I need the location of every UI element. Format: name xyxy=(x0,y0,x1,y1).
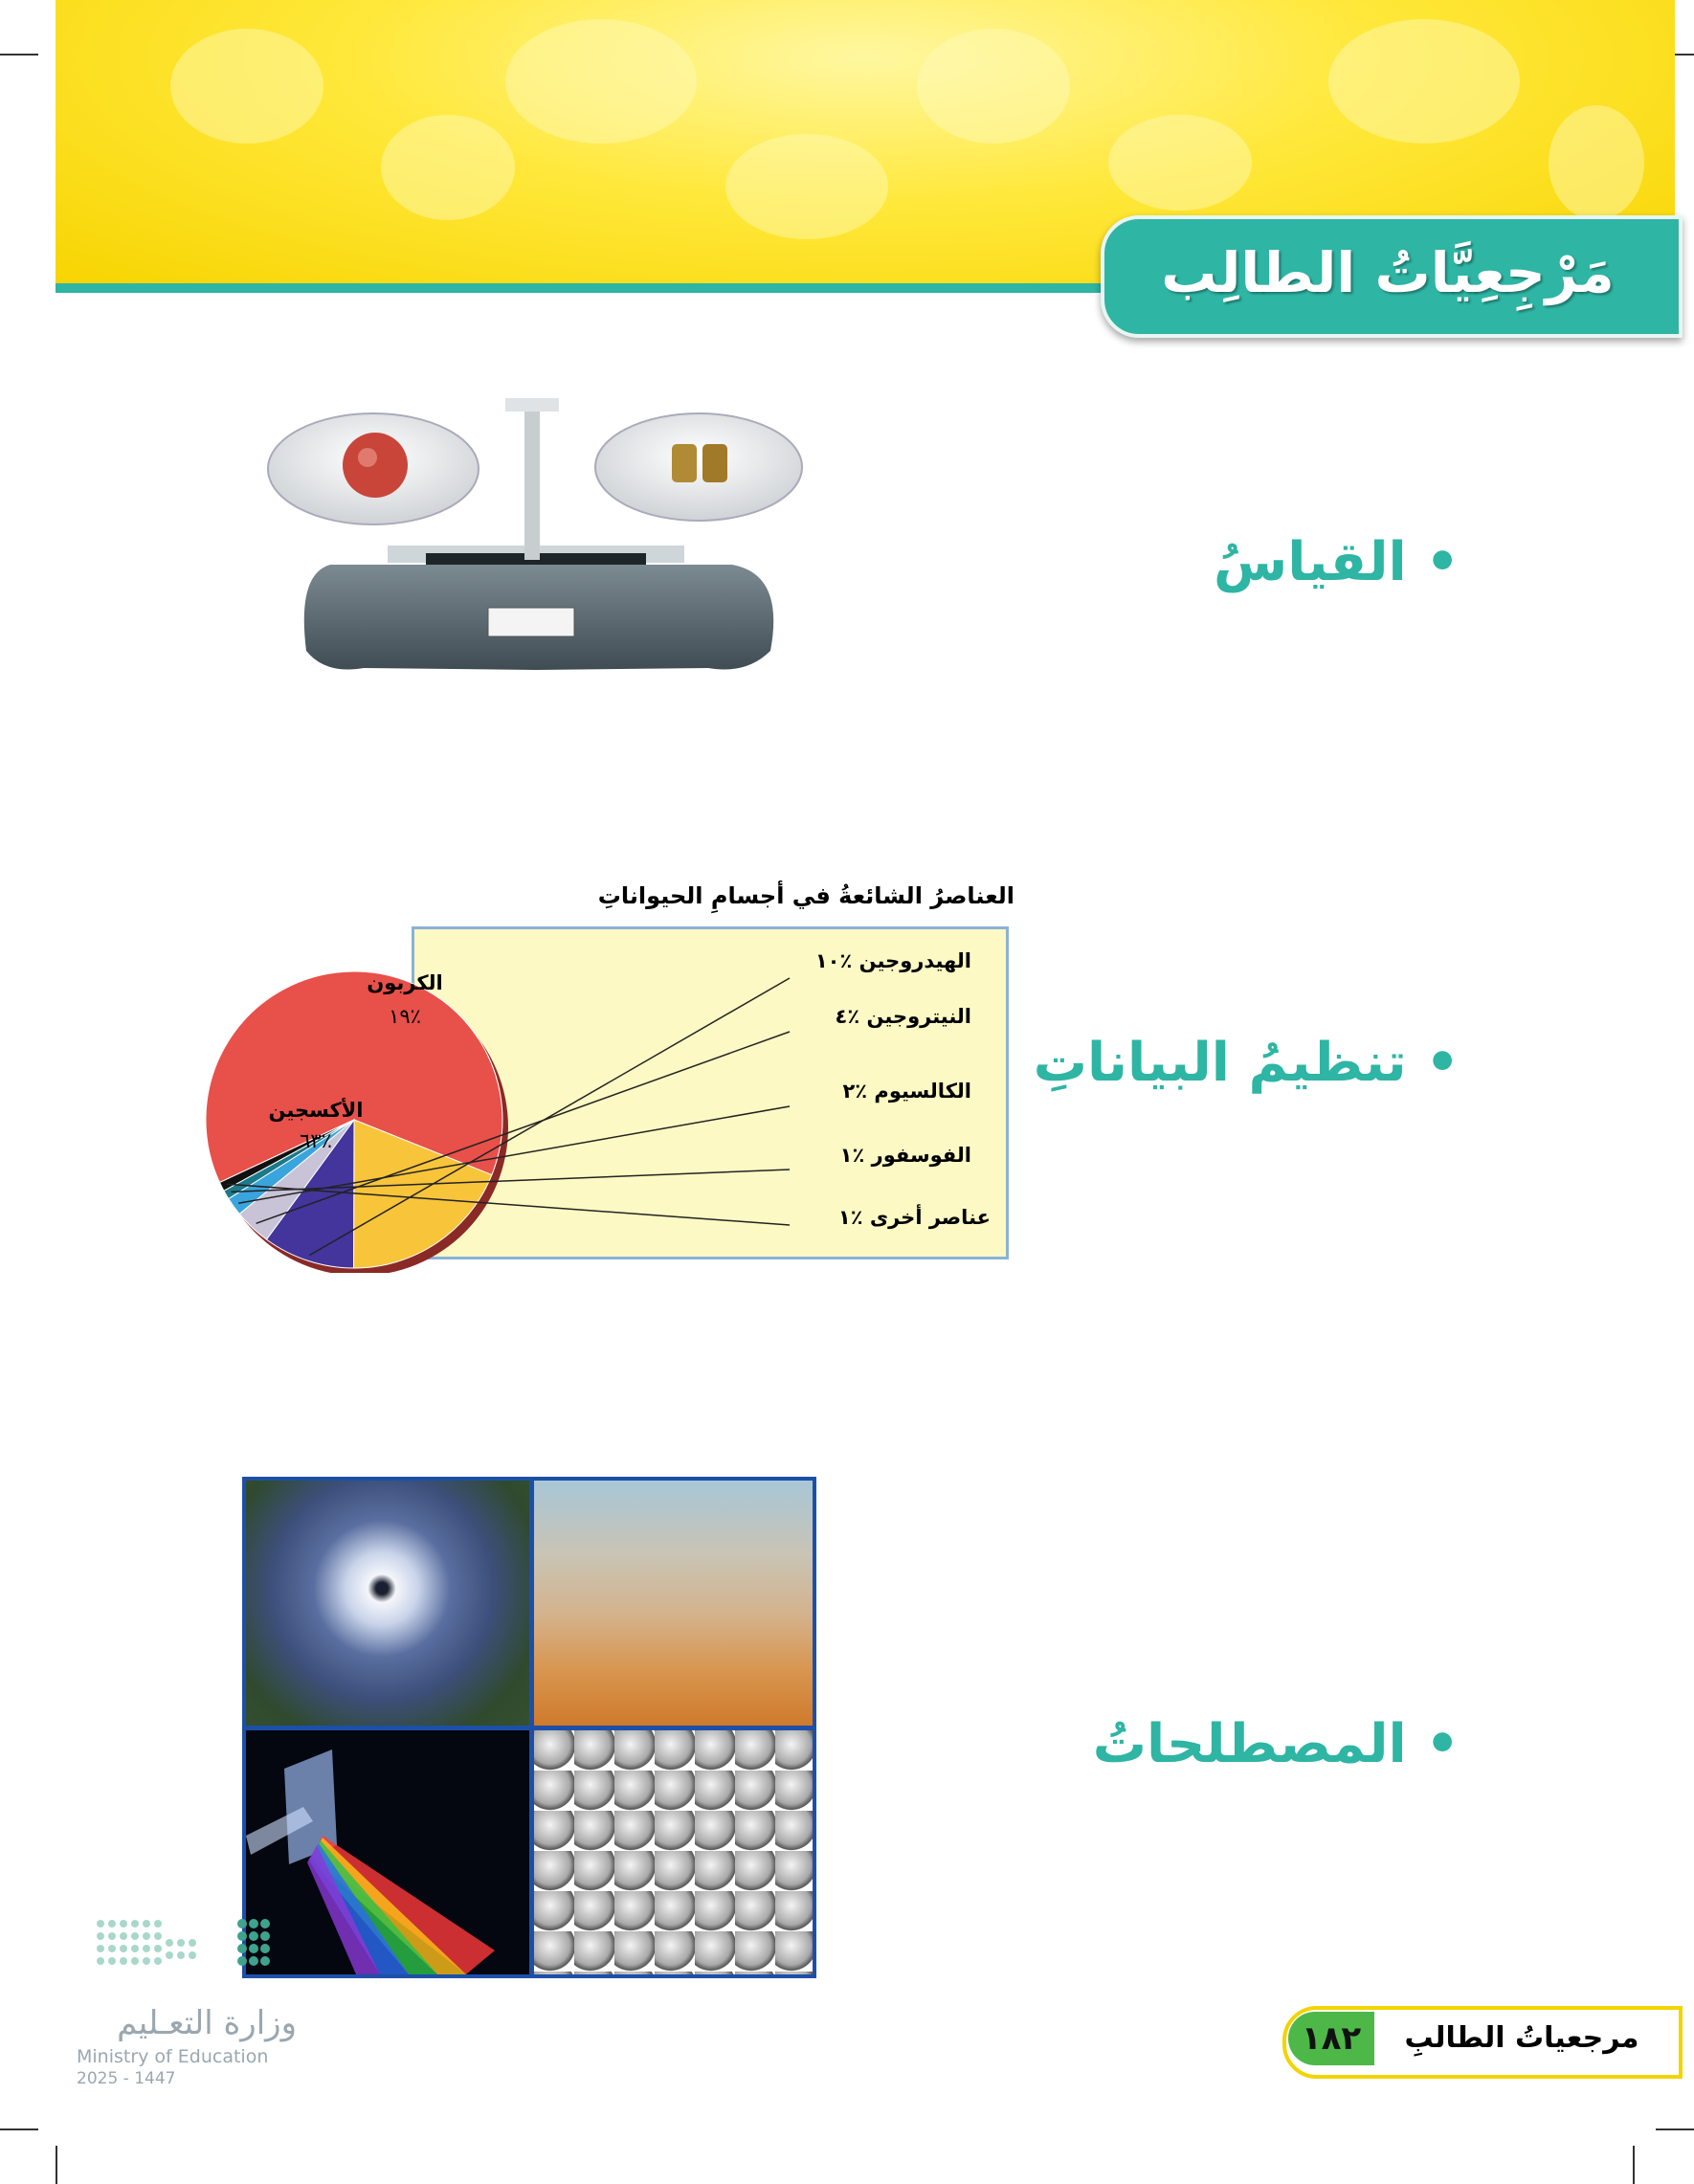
crop-mark xyxy=(56,2146,57,2184)
logo-dot xyxy=(189,1951,196,1959)
logo-dot xyxy=(237,1956,247,1966)
logo-dot xyxy=(143,1920,150,1928)
label-phosphorus xyxy=(840,1144,971,1167)
chart-title: العناصرُ الشائعةُ في أجسامِ الحيواناتِ xyxy=(597,882,1014,909)
logo-dot xyxy=(177,1951,185,1959)
logo-dot xyxy=(131,1945,139,1952)
hurricane-photo xyxy=(246,1481,529,1726)
label-carbon-value: ٪١٩ xyxy=(389,1005,421,1028)
ministry-year: 2025 - 1447 xyxy=(77,2069,176,2088)
dust-storm-photo xyxy=(534,1481,813,1726)
label-nitrogen-name: النيتروجين xyxy=(866,1005,971,1028)
logo-dot xyxy=(108,1957,116,1965)
label-hydrogen xyxy=(815,949,971,972)
logo-dot xyxy=(166,1939,173,1947)
ministry-logo-icon xyxy=(91,1914,301,1981)
logo-dot xyxy=(120,1932,127,1940)
page-footer-label: مرجعياتُ الطالبِ xyxy=(1404,2021,1639,2055)
glossary-image-grid xyxy=(242,1477,816,1978)
balance-scale-image xyxy=(249,383,823,699)
logo-dot xyxy=(154,1932,162,1940)
label-phosphorus-name: الفوسفور xyxy=(871,1144,971,1167)
logo-dot xyxy=(108,1932,116,1940)
logo-dot xyxy=(143,1945,150,1952)
logo-dot xyxy=(108,1945,116,1952)
logo-dot xyxy=(97,1920,104,1928)
section-measurement: • القياسُ xyxy=(1214,531,1460,593)
label-calcium-name: الكالسيوم xyxy=(874,1080,971,1103)
logo-dot xyxy=(260,1944,270,1953)
section-glossary: • المصطلحاتُ xyxy=(1092,1713,1460,1775)
logo-dot xyxy=(237,1919,247,1928)
logo-dot xyxy=(249,1919,258,1928)
logo-dot xyxy=(120,1945,127,1952)
logo-dot xyxy=(260,1931,270,1941)
logo-dot xyxy=(237,1931,247,1941)
logo-dot xyxy=(131,1957,139,1965)
logo-dot xyxy=(97,1945,104,1952)
logo-dot xyxy=(154,1920,162,1928)
logo-dot xyxy=(154,1945,162,1952)
crop-mark xyxy=(1656,2128,1694,2130)
crop-mark xyxy=(1633,2146,1635,2184)
crop-mark xyxy=(0,2128,38,2130)
page-title: مَرْجِعِيَّاتُ الطالِب xyxy=(1161,240,1615,305)
logo-dot xyxy=(108,1920,116,1928)
ministry-name-ar: وزارة التعـليم xyxy=(117,2004,297,2042)
label-other-value: ٪١ xyxy=(837,1206,863,1229)
logo-dot xyxy=(120,1920,127,1928)
logo-dot xyxy=(120,1957,127,1965)
logo-dot xyxy=(237,1944,247,1953)
label-calcium xyxy=(842,1080,971,1103)
label-other xyxy=(838,1206,991,1229)
crop-mark xyxy=(0,54,38,56)
label-carbon-name: الكربون xyxy=(367,971,443,994)
metal-spheres-photo xyxy=(534,1730,813,1974)
logo-dot xyxy=(143,1957,150,1965)
logo-dot xyxy=(189,1939,196,1947)
logo-dot xyxy=(249,1956,258,1966)
logo-dot xyxy=(249,1931,258,1941)
label-nitrogen xyxy=(836,1005,972,1028)
logo-dot xyxy=(177,1939,185,1947)
logo-dot xyxy=(131,1932,139,1940)
logo-dot xyxy=(131,1920,139,1928)
ministry-name-en: Ministry of Education xyxy=(77,2046,269,2067)
label-nitrogen-value: ٪٤ xyxy=(835,1005,860,1028)
logo-dot xyxy=(154,1957,162,1965)
logo-dot xyxy=(249,1944,258,1953)
label-oxygen-value: ٪٦٣ xyxy=(300,1129,332,1152)
label-phosphorus-value: ٪١ xyxy=(839,1144,865,1167)
page-number: ١٨٢ xyxy=(1288,2012,1374,2065)
label-hydrogen-value: ٪١٠ xyxy=(814,949,853,972)
logo-dot xyxy=(260,1956,270,1966)
label-oxygen-name: الأكسجين xyxy=(268,1099,364,1122)
logo-dot xyxy=(260,1919,270,1928)
label-other-name: عناصر أخرى xyxy=(869,1206,991,1229)
label-calcium-value: ٪٢ xyxy=(842,1080,868,1103)
label-hydrogen-name: الهيدروجين xyxy=(858,949,971,972)
logo-dot xyxy=(97,1957,104,1965)
section-data-organization: • تنظيمُ البياناتِ xyxy=(1033,1032,1460,1094)
logo-dot xyxy=(143,1932,150,1940)
logo-dot xyxy=(166,1951,173,1959)
logo-dot xyxy=(97,1932,104,1940)
